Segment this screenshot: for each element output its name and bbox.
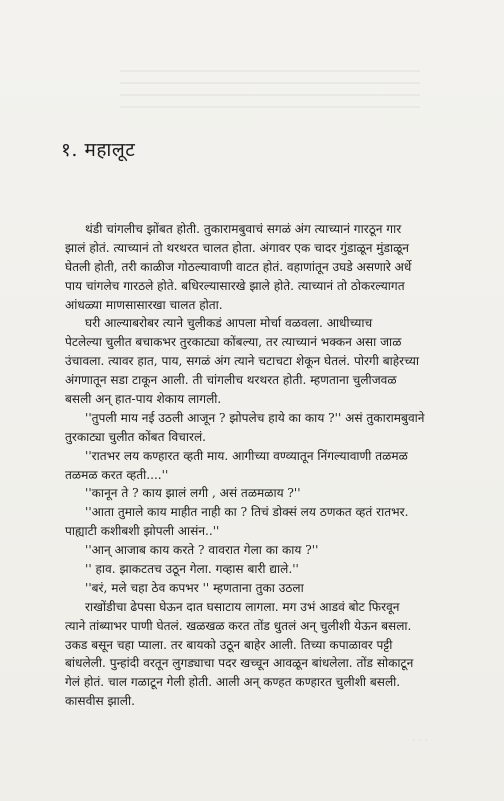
- body-line: उंचावला. त्यावर हात, पाय, सगळं अंग त्याने चटाचटा शेकून घेतलं. पोरगी बाहेरच्या: [65, 354, 420, 369]
- body-line: पाह्याटी कशीबशी झोपली आसंन..'': [65, 524, 220, 539]
- body-line: पाय चांगलेच गारठले होते. बधिरल्यासारखे झाले होते. त्याच्यानं तो ठोकरल्यागत: [65, 278, 405, 293]
- body-line: बसली अन् हात-पाय शेकाय लागली.: [65, 392, 222, 407]
- body-line: झालं होतं. त्याच्यानं तो थरथरत चालत होता. अंगावर एक चादर गुंडाळून मुंडाळून: [65, 240, 410, 255]
- body-line: कासवीस झाली.: [65, 694, 135, 709]
- body-line: गेलं होतं. चाल गळाटून गेली होती. आली अन् कण्हत कण्हारत चुलीशी बसली.: [65, 675, 401, 690]
- body-line: अंगणातून सडा टाकून आली. ती चांगलीच थरथरत होती. म्हणताना चुलीजवळ: [65, 373, 397, 388]
- chapter-body: [65, 220, 437, 711]
- body-line: ''बरं, मले चहा ठेव कपभर '' म्हणताना तुका उठला: [85, 580, 304, 595]
- body-line: ''रातभर लय कण्हारत व्हती माय. आगीच्या वण्व्यातून निंगल्यावाणी तळमळ: [85, 448, 408, 463]
- body-line: '' हाव. झाकटतच उठून गेला. गव्हास बारी द्याले.'': [85, 562, 299, 577]
- body-line: उकड बसून चहा प्याला. तर बायको उठून बाहेर आली. तिच्या कपाळावर पट्टी: [65, 637, 393, 652]
- body-line: आंधळ्या माणसासारखा चालत होता.: [65, 297, 223, 312]
- body-line: घरी आल्याबरोबर त्याने चुलीकडं आपला मोर्चा वळवला. आधीच्याच: [85, 316, 373, 331]
- body-line: पेटलेल्या चुलीत बचाकभर तुरकाट्या कोंबल्या, तर त्याच्यानं भक्कन असा जाळ: [65, 335, 402, 350]
- faint-footer-mark: · · ·: [412, 736, 428, 747]
- body-line: ''कानून ते ? काय झालं लगी , असं तळमळाय ?'': [85, 486, 301, 501]
- chapter-title: १. महालूट: [61, 139, 136, 161]
- body-line: राखोंडीचा ढेपसा घेऊन दात घसाटाय लागला. मग उभं आडवं बोट फिरवून: [85, 599, 400, 614]
- body-line: घेतली होती, तरी काळीज गोठल्यावाणी वाटत होतं. वहाणांतून उघडे असणारे अर्धे: [65, 259, 412, 274]
- show-through-text: [120, 70, 420, 110]
- body-line: ''आता तुमाले काय माहीत नाही का ? तिचं डोक्सं लय ठणकत व्हतं रातभर.: [85, 505, 409, 520]
- body-line: ''तुपली माय नई उठली आजून ? झोपलेच हाये का काय ?'' असं तुकारामबुवाने: [85, 410, 425, 425]
- body-line: बांधलेली. पुन्हांदी वरतून लुगड्याचा पदर खच्चून आवळून बांधलेला. तोंड सोकाटून: [65, 656, 414, 671]
- body-line: तळमळ करत व्हती....'': [65, 467, 169, 482]
- body-line: थंडी चांगलीच झोंबत होती. तुकारामबुवाचं सगळं अंग त्याच्यानं गारठून गार: [85, 222, 402, 236]
- body-line: तुरकाट्या चुलीत कोंबत विचारलं.: [65, 429, 206, 444]
- body-line: ''आन् आजाब काय करते ? वावरात गेला का काय ?'': [85, 543, 319, 558]
- body-line: त्याने तांब्याभर पाणी घेतलं. खळखळ करत तोंड धुतलं अन् चुलीशी येऊन बसला.: [65, 618, 412, 633]
